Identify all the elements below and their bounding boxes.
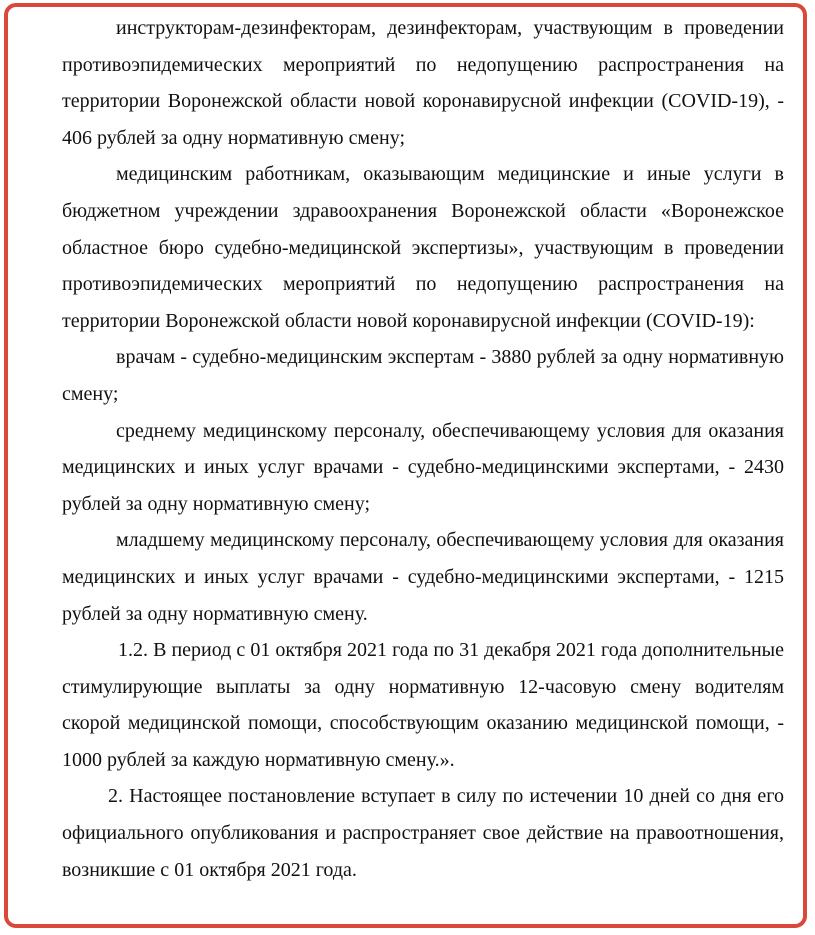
paragraph-clause-2: 2. Настоящее постановление вступает в силу по истечении 10 дней со дня его официального опубликования и распространяет свое действие на правоотношения, возникшие с 01 октября 2021 года.	[62, 785, 784, 881]
document-page	[62, 10, 784, 888]
paragraph-clause-1-2: 1.2. В период с 01 октября 2021 года по 31 декабря 2021 года дополнительные стимулирующие выплаты за одну нормативную 12-часовую смену водителям скорой медицинской помощи, способствующим оказанию медицинской помощи, - 1000 рублей за каждую нормативную смену.».	[62, 639, 784, 771]
paragraph-disinfectors: инструкторам-дезинфекторам, дезинфекторам, участвующим в проведении противоэпидемических мероприятий по недопущению распространения на территории Воронежской области новой коронавирусной инфекции (COVID-19), - 406 рублей за одну нормативную смену;	[62, 17, 784, 149]
paragraph-middle-staff: среднему медицинскому персоналу, обеспечивающему условия для оказания медицинских и иных услуг врачами - судебно-медицинскими экспертами, - 2430 рублей за одну нормативную смену;	[62, 419, 784, 515]
paragraph-doctors: врачам - судебно-медицинским экспертам - 3880 рублей за одну нормативную смену;	[62, 346, 784, 405]
paragraph-junior-staff: младшему медицинскому персоналу, обеспечивающему условия для оказания медицинских и иных услуг врачами - судебно-медицинскими экспертами, - 1215 рублей за одну нормативную смену.	[62, 529, 784, 625]
paragraph-medical-workers: медицинским работникам, оказывающим медицинские и иные услуги в бюджетном учреждении здравоохранения Воронежской области «Воронежское областное бюро судебно-медицинской экспертизы», участвующим в проведении противоэпидемических мероприятий по недопущению распространения на территории Воронежской области новой коронавирусной инфекции (COVID-19):	[62, 163, 784, 332]
